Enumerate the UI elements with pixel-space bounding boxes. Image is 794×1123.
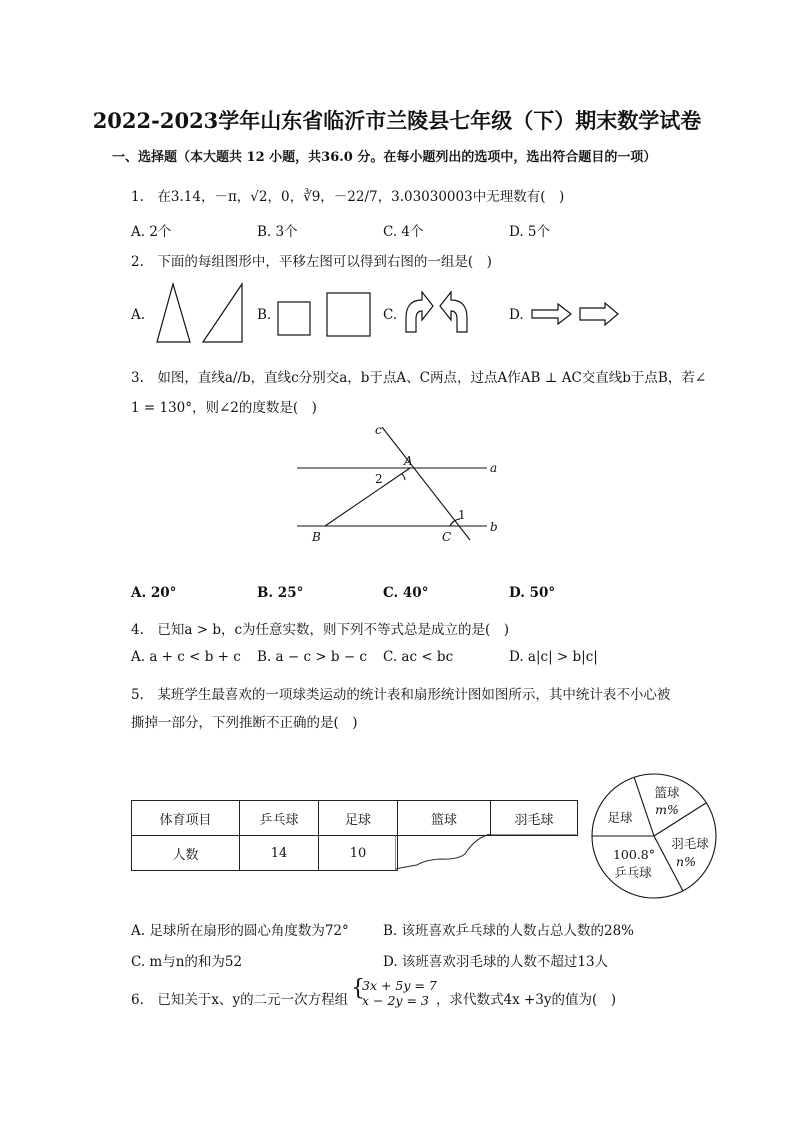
table-header-badminton: 羽毛球	[491, 801, 578, 836]
q2b-square-large	[327, 293, 370, 336]
q4-option-a: A. a + c < b + c	[131, 649, 241, 665]
pie-label-pingpong: 乒乓球	[614, 865, 652, 880]
table-header-pingpong: 乒乓球	[240, 801, 319, 836]
q3-option-a: A. 20°	[131, 585, 177, 601]
q2a-triangle-left	[157, 284, 190, 342]
question-5-stem-line2: 撕掉一部分，下列推断不正确的是( )	[131, 715, 358, 731]
equation-2: x − 2y = 3	[362, 993, 429, 1008]
table-torn-edge	[395, 834, 580, 874]
q2c-arrow-right	[406, 292, 433, 332]
pie-label-n: n%	[676, 854, 696, 869]
question-1-stem: 1. 在3.14，－π，√2，0，∛9，－22/7，3.03030003中无理数有( )	[131, 189, 565, 205]
pie-label-badminton: 羽毛球	[671, 836, 709, 851]
question-6-stem-prefix: 6. 已知关于x、y的二元一次方程组	[131, 992, 349, 1008]
segment-ab	[325, 468, 410, 526]
q4-option-c: C. ac < bc	[383, 649, 454, 665]
q2d-arrow-small	[532, 304, 571, 324]
pie-label-m: m%	[655, 802, 679, 817]
system-brace: {	[351, 976, 365, 1001]
q1-option-d: D. 5个	[509, 224, 551, 240]
table-cell-pingpong: 14	[240, 836, 319, 871]
label-point-b: B	[312, 530, 321, 544]
q3-option-d: D. 50°	[509, 585, 556, 601]
q1-option-a: A. 2个	[131, 224, 172, 240]
q2-label-a: A.	[131, 307, 146, 323]
label-point-c: C	[442, 530, 452, 544]
table-header-sport: 体育项目	[132, 801, 240, 836]
label-angle-2: 2	[375, 472, 383, 486]
label-a: a	[490, 461, 498, 475]
pie-label-football: 足球	[607, 810, 633, 825]
pie-label-basketball: 篮球	[654, 785, 680, 800]
line-c	[382, 427, 470, 540]
q5-option-b: B. 该班喜欢乒乓球的人数占总人数的28%	[383, 923, 635, 939]
q1-option-b: B. 3个	[257, 224, 298, 240]
question-3-stem-line1: 3. 如图，直线a//b，直线c分别交a，b于点A、C两点，过点A作AB ⊥ AC交直线b于点B，若∠	[131, 370, 707, 386]
label-b: b	[490, 520, 498, 534]
q2c-arrow-left	[440, 292, 467, 332]
q4-option-d: D. a|c| > b|c|	[509, 649, 598, 665]
pie-label-angle: 100.8°	[612, 847, 656, 862]
section-heading: 一、选择题（本大题共 12 小题，共36.0 分。在每小题列出的选项中，选出符合题目的一项）	[112, 150, 657, 165]
q5-option-a: A. 足球所在扇形的圆心角度数为72°	[131, 923, 349, 939]
q2a-triangle-right	[203, 284, 242, 342]
angle-2-arc	[402, 474, 405, 480]
label-angle-1: 1	[458, 508, 466, 522]
q2-label-c: C.	[383, 307, 398, 323]
question-4-stem: 4. 已知a > b，c为任意实数，则下列不等式总是成立的是( )	[131, 622, 510, 638]
q2-label-d: D.	[509, 307, 524, 323]
label-c: c	[375, 423, 382, 437]
pie-chart	[588, 770, 720, 902]
table-row-label: 人数	[132, 836, 240, 871]
q2-figures	[140, 278, 660, 348]
question-3-stem-line2: 1 = 130°，则∠2的度数是( )	[131, 400, 317, 416]
q5-option-c: C. m与n的和为52	[131, 954, 243, 970]
question-2-stem: 2. 下面的每组图形中，平移左图可以得到右图的一组是( )	[131, 254, 492, 270]
q1-option-c: C. 4个	[383, 224, 424, 240]
q2b-square-small	[278, 302, 310, 335]
equation-1: 3x + 5y = 7	[362, 978, 437, 993]
table-cell-football: 10	[319, 836, 398, 871]
q3-option-c: C. 40°	[383, 585, 429, 601]
q5-option-d: D. 该班喜欢羽毛球的人数不超过13人	[383, 954, 609, 970]
q3-figure	[290, 415, 510, 550]
q3-option-b: B. 25°	[257, 585, 304, 601]
q2-label-b: B.	[257, 307, 272, 323]
q2d-arrow-large	[580, 303, 618, 325]
question-6-stem-suffix: ，求代数式4x +3y的值为( )	[436, 992, 617, 1008]
table-header-basketball: 篮球	[398, 801, 491, 836]
exam-title: 2022-2023学年山东省临沂市兰陵县七年级（下）期末数学试卷	[92, 108, 702, 133]
label-point-a: A	[404, 454, 413, 468]
question-5-stem-line1: 5. 某班学生最喜欢的一项球类运动的统计表和扇形统计图如图所示，其中统计表不小心被	[131, 687, 671, 703]
table-header-football: 足球	[319, 801, 398, 836]
q4-option-b: B. a − c > b − c	[257, 649, 367, 665]
